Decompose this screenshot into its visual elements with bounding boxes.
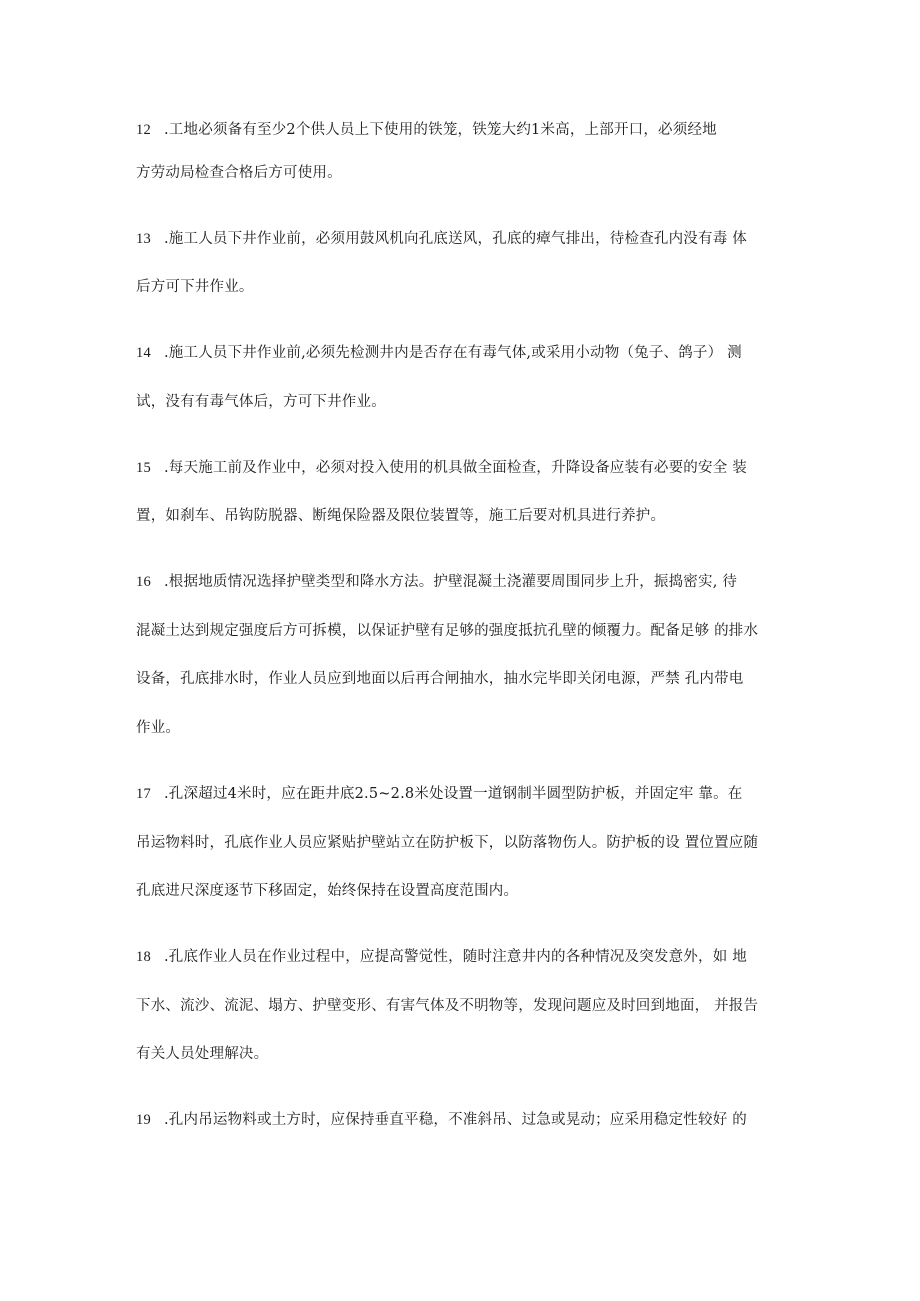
- item-number: 17: [136, 786, 151, 802]
- item-text: .施工人员下井作业前，必须用鼓风机向孔底送风，孔底的瘴气排出，待检查孔内没有毒 体: [164, 231, 747, 247]
- item-number: 16: [136, 574, 151, 590]
- item-number: 12: [136, 122, 151, 138]
- item-text: 作业。: [136, 720, 181, 736]
- item-17-line-1: [136, 784, 796, 804]
- item-18-line-2: [136, 996, 796, 1016]
- item-text: 混凝土达到规定强度后方可拆模，以保证护壁有足够的强度抵抗孔壁的倾覆力。配备足够 的排水: [136, 623, 759, 639]
- item-text: 下水、流沙、流泥、塌方、护壁变形、有害气体及不明物等，发现问题应及时回到地面， 并报告: [136, 998, 759, 1014]
- item-15-line-1: [136, 458, 796, 478]
- item-19-line-1: [136, 1110, 796, 1130]
- item-text: 后方可下井作业。: [136, 279, 254, 295]
- item-16-line-4: [136, 718, 796, 738]
- item-14-line-2: [136, 392, 796, 412]
- item-18-line-1: [136, 947, 796, 967]
- item-text: .孔底作业人员在作业过程中，应提高警觉性，随时注意井内的各种情况及突发意外，如 地: [164, 949, 747, 965]
- item-text: 试，没有有毒气体后，方可下井作业。: [136, 394, 386, 410]
- item-text: 吊运物料时，孔底作业人员应紧贴护壁站立在防护板下，以防落物伤人。防护板的设 置位置应随: [136, 835, 759, 851]
- item-text: 方劳动局检查合格后方可使用。: [136, 165, 342, 181]
- item-17-line-3: [136, 881, 796, 901]
- item-16-line-3: [136, 669, 796, 689]
- item-text: .根据地质情况选择护壁类型和降水方法。护壁混凝土浇灌要周围同步上升，振捣密实, 待: [164, 574, 738, 590]
- item-15-line-2: [136, 506, 796, 526]
- item-text: 置，如刹车、吊钩防脱器、断绳保险器及限位装置等，施工后要对机具进行养护。: [136, 508, 666, 524]
- item-text: 孔底进尺深度逐节下移固定，始终保持在设置高度范围内。: [136, 883, 519, 899]
- item-13-line-1: [136, 229, 796, 249]
- item-text: .每天施工前及作业中，必须对投入使用的机具做全面检查，升降设备应装有必要的安全 装: [164, 460, 747, 476]
- item-14-line-1: [136, 343, 796, 363]
- item-16-line-1: [136, 572, 796, 592]
- item-17-line-2: [136, 833, 796, 853]
- item-text: 有关人员处理解决。: [136, 1046, 269, 1062]
- item-number: 15: [136, 460, 151, 476]
- item-text: .孔内吊运物料或土方时，应保持垂直平稳，不准斜吊、过急或晃动；应采用稳定性较好 的: [164, 1112, 747, 1128]
- item-number: 13: [136, 231, 151, 247]
- item-12-line-2: [136, 163, 796, 183]
- item-number: 14: [136, 345, 151, 361]
- item-16-line-2: [136, 621, 796, 641]
- item-text: .施工人员下井作业前,必须先检测井内是否存在有毒气体,或采用小动物（兔子、鸽子） 测: [164, 345, 742, 361]
- item-13-line-2: [136, 277, 796, 297]
- item-18-line-3: [136, 1044, 796, 1064]
- item-number: 19: [136, 1112, 151, 1128]
- item-text: .工地必须备有至少2个供人员上下使用的铁笼，铁笼大约1米高，上部开口，必须经地: [164, 122, 717, 138]
- item-number: 18: [136, 949, 151, 965]
- item-text: .孔深超过4米时，应在距井底2.5~2.8米处设置一道钢制半圆型防护板，并固定牢 靠。在: [164, 786, 743, 802]
- item-text: 设备，孔底排水时，作业人员应到地面以后再合闸抽水，抽水完毕即关闭电源，严禁 孔内带电: [136, 671, 744, 687]
- item-12-line-1: [136, 120, 796, 140]
